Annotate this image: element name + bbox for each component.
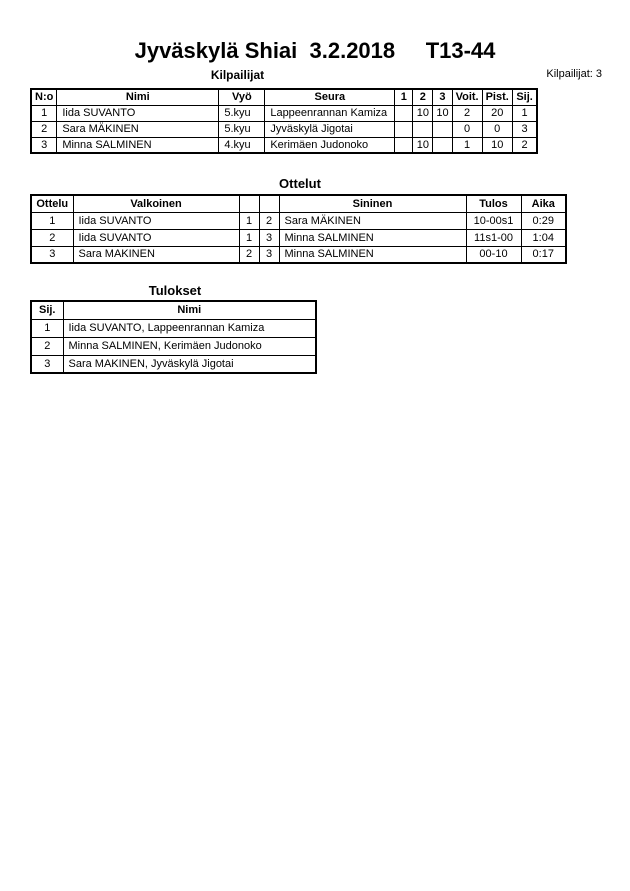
- col-header-wno: [239, 195, 259, 212]
- cell-aika: 0:17: [521, 246, 566, 263]
- cell-vyo: 5.kyu: [219, 121, 265, 137]
- col-header-valkoinen: Valkoinen: [73, 195, 239, 212]
- cell-sij: 1: [512, 105, 537, 121]
- cell-sij: 2: [512, 137, 537, 153]
- table-row: [31, 137, 537, 153]
- col-header-1: 1: [395, 89, 413, 105]
- cell-tulos: 10-00s1: [466, 212, 521, 229]
- col-header-ottelu: Ottelu: [31, 195, 73, 212]
- col-header-tulos: Tulos: [466, 195, 521, 212]
- col-header-pist: Pist.: [482, 89, 512, 105]
- col-header-voit: Voit.: [452, 89, 482, 105]
- table-row: [31, 121, 537, 137]
- cell-nimi: Sara MÄKINEN: [57, 121, 219, 137]
- tulokset-table: [30, 300, 317, 374]
- cell-vyo: 5.kyu: [219, 105, 265, 121]
- cell-valkoinen: Iida SUVANTO: [73, 229, 239, 246]
- cell-vyo: 4.kyu: [219, 137, 265, 153]
- table-row: [31, 319, 316, 337]
- col-header-sininen: Sininen: [279, 195, 466, 212]
- kilpailijat-table: [30, 88, 538, 154]
- cell-ottelu: 3: [31, 246, 73, 263]
- ottelut-header-row: [31, 195, 566, 212]
- cell-1: [395, 121, 413, 137]
- cell-ottelu: 2: [31, 229, 73, 246]
- cell-seura: Kerimäen Judonoko: [265, 137, 395, 153]
- cell-voit: 1: [452, 137, 482, 153]
- cell-3: 10: [433, 105, 452, 121]
- cell-voit: 0: [452, 121, 482, 137]
- cell-voit: 2: [452, 105, 482, 121]
- col-header-no: N:o: [31, 89, 57, 105]
- col-header-nimi: Nimi: [63, 301, 316, 319]
- cell-sininen: Sara MÄKINEN: [279, 212, 466, 229]
- cell-nimi: Minna SALMINEN, Kerimäen Judonoko: [63, 337, 316, 355]
- cell-pist: 10: [482, 137, 512, 153]
- cell-sij: 3: [31, 355, 63, 373]
- cell-nimi: Sara MAKINEN, Jyväskylä Jigotai: [63, 355, 316, 373]
- cell-no: 2: [31, 121, 57, 137]
- cell-valkoinen: Sara MAKINEN: [73, 246, 239, 263]
- cell-nimi: Minna SALMINEN: [57, 137, 219, 153]
- cell-wno: 1: [239, 212, 259, 229]
- cell-sij: 1: [31, 319, 63, 337]
- col-header-sij: Sij.: [512, 89, 537, 105]
- cell-1: [395, 137, 413, 153]
- table-row: [31, 105, 537, 121]
- cell-aika: 0:29: [521, 212, 566, 229]
- tulokset-section-title: Tulokset: [148, 283, 202, 298]
- cell-aika: 1:04: [521, 229, 566, 246]
- cell-pist: 0: [482, 121, 512, 137]
- cell-sij: 3: [512, 121, 537, 137]
- cell-nimi: Iida SUVANTO, Lappeenrannan Kamiza: [63, 319, 316, 337]
- cell-sininen: Minna SALMINEN: [279, 229, 466, 246]
- cell-1: [395, 105, 413, 121]
- cell-ottelu: 1: [31, 212, 73, 229]
- cell-tulos: 11s1-00: [466, 229, 521, 246]
- col-header-vyo: Vyö: [219, 89, 265, 105]
- col-header-2: 2: [413, 89, 433, 105]
- cell-pist: 20: [482, 105, 512, 121]
- kilpailijat-section-title: Kilpailijat: [210, 68, 265, 82]
- ottelut-section-title: Ottelut: [279, 176, 321, 191]
- cell-3: [433, 121, 452, 137]
- table-row: [31, 355, 316, 373]
- table-row: [31, 337, 316, 355]
- cell-tulos: 00-10: [466, 246, 521, 263]
- cell-no: 1: [31, 105, 57, 121]
- cell-bno: 3: [259, 229, 279, 246]
- cell-2: 10: [413, 137, 433, 153]
- table-row: [31, 246, 566, 263]
- cell-2: 10: [413, 105, 433, 121]
- col-header-aika: Aika: [521, 195, 566, 212]
- page-title: Jyväskylä Shiai 3.2.2018 T13-44: [134, 38, 496, 63]
- cell-valkoinen: Iida SUVANTO: [73, 212, 239, 229]
- ottelut-table: [30, 194, 567, 264]
- cell-sij: 2: [31, 337, 63, 355]
- col-header-3: 3: [433, 89, 452, 105]
- cell-wno: 2: [239, 246, 259, 263]
- col-header-seura: Seura: [265, 89, 395, 105]
- cell-bno: 3: [259, 246, 279, 263]
- cell-wno: 1: [239, 229, 259, 246]
- tulokset-header-row: [31, 301, 316, 319]
- cell-no: 3: [31, 137, 57, 153]
- kilpailijat-header-row: [31, 89, 537, 105]
- cell-seura: Lappeenrannan Kamiza: [265, 105, 395, 121]
- col-header-bno: [259, 195, 279, 212]
- col-header-nimi: Nimi: [57, 89, 219, 105]
- col-header-sij: Sij.: [31, 301, 63, 319]
- table-row: [31, 212, 566, 229]
- cell-seura: Jyväskylä Jigotai: [265, 121, 395, 137]
- cell-2: [413, 121, 433, 137]
- competitors-count: Kilpailijat: 3: [546, 68, 602, 80]
- cell-bno: 2: [259, 212, 279, 229]
- cell-nimi: Iida SUVANTO: [57, 105, 219, 121]
- cell-sininen: Minna SALMINEN: [279, 246, 466, 263]
- cell-3: [433, 137, 452, 153]
- table-row: [31, 229, 566, 246]
